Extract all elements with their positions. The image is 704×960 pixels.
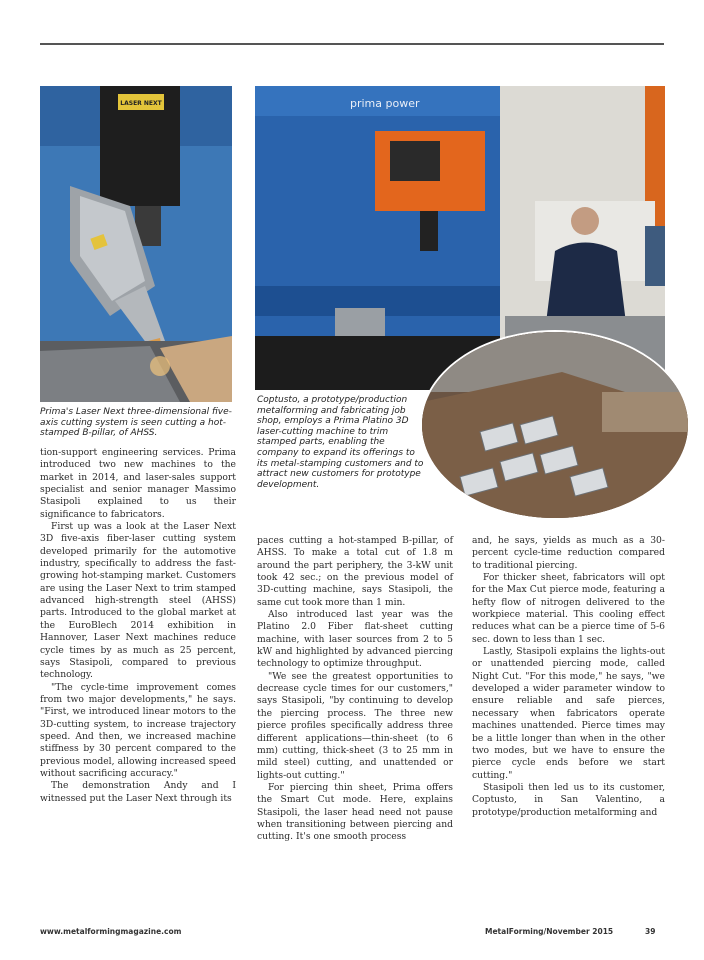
laser-next-illustration [40,86,232,402]
paragraph: paces cutting a hot-stamped B-pillar, of AHSS. To make a total cut of 1.8 m around the part periphery, the 3-kW unit took 42 sec.; on the previous model of 3D-cutting machine, says Stasipoli, the same cut took more than 1 min. [257,535,453,608]
article-column-3 [472,535,665,819]
paragraph: Stasipoli then led us to its customer, Coptusto, in San Valentino, a prototype/production metalforming and [472,781,665,818]
photo-caption-platino: Coptusto, a prototype/production metalforming and fabricating job shop, employs a Prima Platino 3D laser-cutting machine to trim stamped parts, enabling the company to expand its offerings to its metal-stamping customers and to attract new customers for prototype development. [257,395,424,490]
machine-brand: prima power [350,97,420,110]
footer-issue: MetalForming/November 2015 [485,927,614,936]
footer-website: www.metalformingmagazine.com [40,927,182,936]
paragraph: First up was a look at the Laser Next 3D five-axis fiber-laser cutting system developed primarily for the automotive industry, specifically to address the fast-growing hot-stamping market. Customers are using the Laser Next to trim stamped advanced high-strength steel (AHSS) parts. Introduced to the global market at the EuroBlech 2014 exhibition in Hannover, Laser Next machines reduce cycle times by as much as 25 percent, says Stasipoli, compared to previous technology. [40,521,236,681]
header-rule [40,43,664,45]
paragraph: For thicker sheet, fabricators will opt for the Max Cut pierce mode, featuring a hefty flow of nitrogen delivered to the workpiece material. This cooling effect reduces what can be a pierce time of 5-6 sec. down to less than 1 sec. [472,572,665,645]
paragraph: "We see the greatest opportunities to decrease cycle times for our customers," says Stasipoli, "by continuing to develop the piercing process. The three new pierce profiles specifically address three different applications—thin-sheet (to 6 mm) cutting, thick-sheet (3 to 25 mm in mild steel) cutting, and unattended or lights-out cutting." [257,670,453,781]
machine-badge: LASER NEXT [120,100,162,107]
stamped-parts-inset-photo [420,330,690,520]
paragraph: tion-support engineering services. Prima introduced two new machines to the market in 2014, and laser-sales support specialist and senior manager Massimo Stasipoli explained to us their significance to fabricators. [40,447,236,520]
paragraph: For piercing thin sheet, Prima offers the Smart Cut mode. Here, explains Stasipoli, the laser head need not pause when transitioning between piercing and cutting. It's one smooth process [257,781,453,843]
article-column-2 [257,535,453,844]
laser-next-photo [40,86,232,402]
paragraph: The demonstration Andy and I witnessed put the Laser Next through its [40,780,236,804]
article-column-1 [40,447,236,805]
page-number: 39 [645,927,656,936]
paragraph: and, he says, yields as much as a 30-percent cycle-time reduction compared to traditional piercing. [472,535,665,571]
paragraph: Lastly, Stasipoli explains the lights-out or unattended piercing mode, called Night Cut. "For this mode," he says, "we developed a wider parameter window to ensure reliable and safe pierces, necessary when fabricators operate machines unattended. Pierce times may be a little longer than when in the other two modes, but we have to ensure the pierce cycle ends before we start cutting." [472,646,665,781]
stamped-parts-illustration [422,332,688,518]
paragraph: "The cycle-time improvement comes from two major developments," he says. "First, we introduced linear motors to the 3D-cutting system, to increase trajectory speed. And then, we increased machine stiffness by 30 percent compared to the previous model, allowing increased speed without sacrificing accuracy." [40,681,236,779]
photo-caption-laser-next: Prima's Laser Next three-dimensional five-axis cutting system is seen cutting a hot-stamped B-pillar, of AHSS. [40,407,232,439]
paragraph: Also introduced last year was the Platino 2.0 Fiber flat-sheet cutting machine, with laser sources from 2 to 5 kW and highlighted by advanced piercing technology to optimize throughput. [257,609,453,670]
